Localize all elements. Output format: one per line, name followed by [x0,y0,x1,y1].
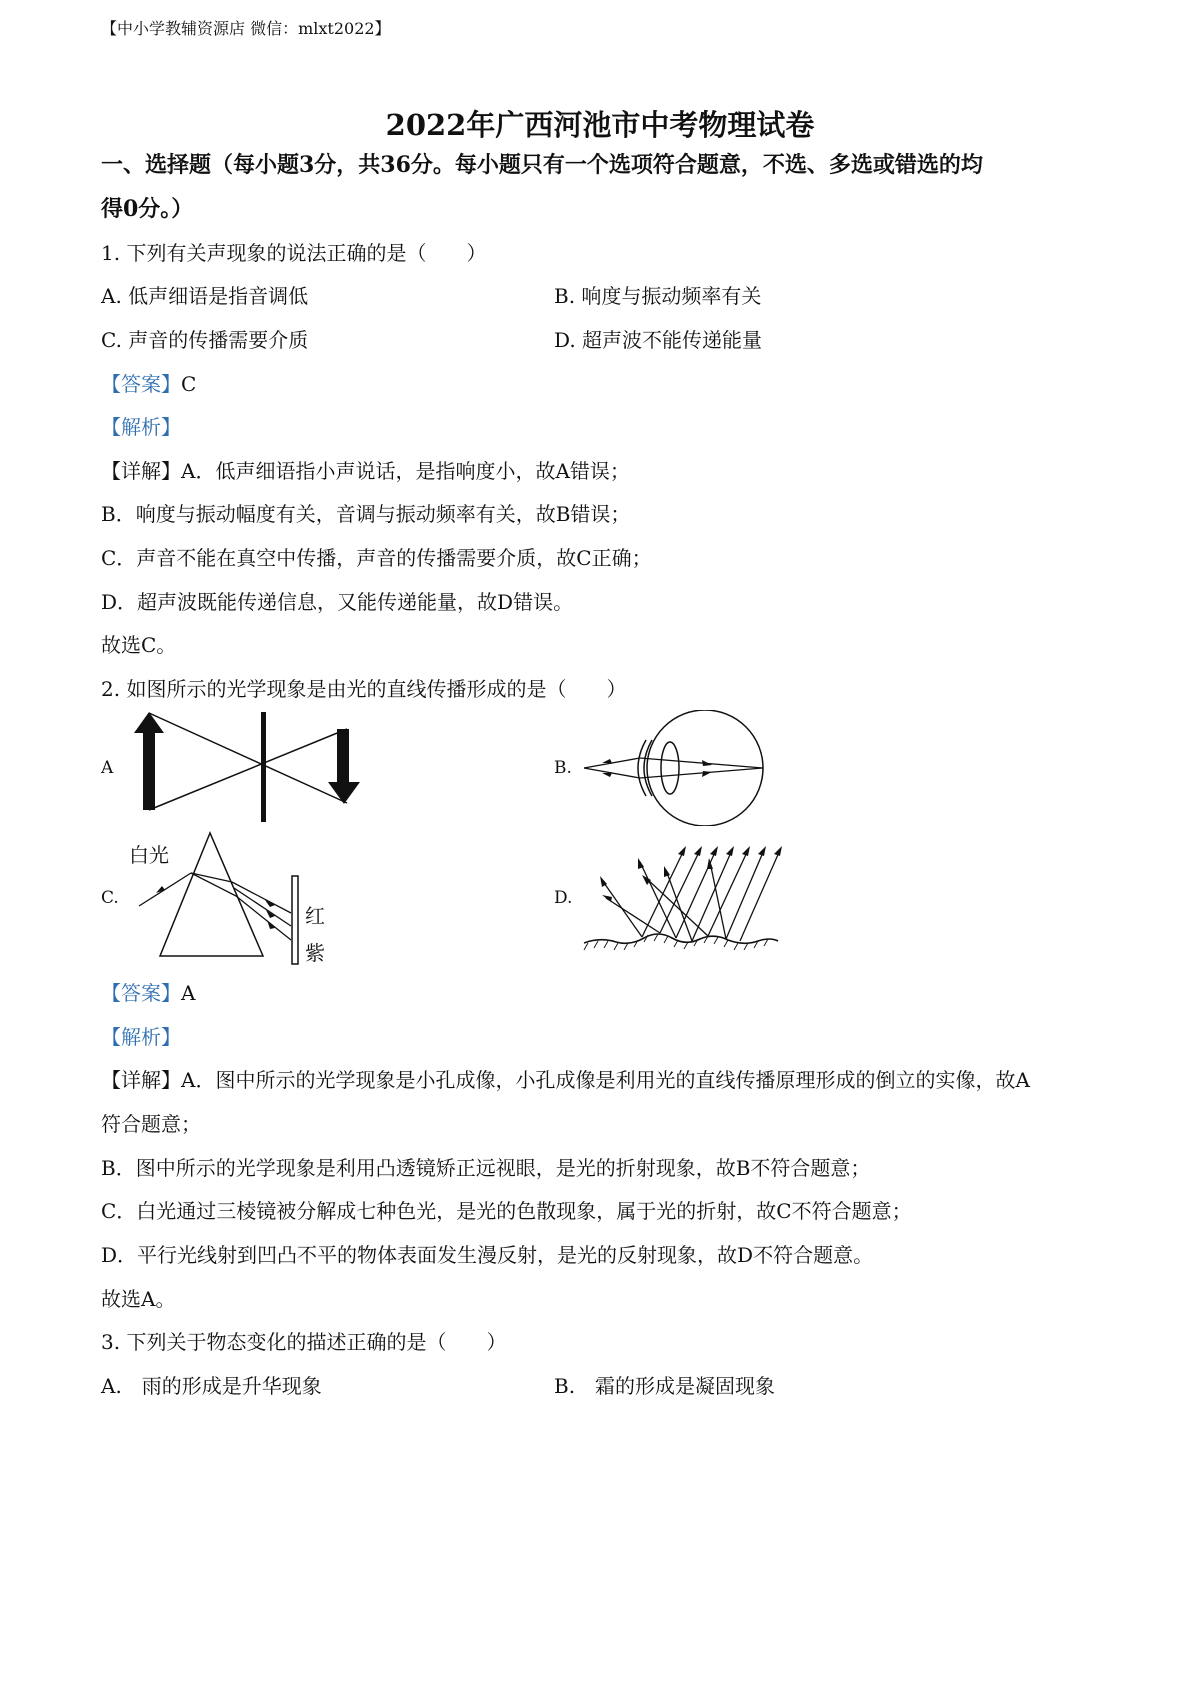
q2-figure-b-eye [580,710,770,826]
image-arrow-icon [328,729,360,804]
q3-option-a: A. 雨的形成是升华现象 [101,1374,322,1398]
q3-option-b: B. 霜的形成是凝固现象 [554,1374,776,1398]
q2-answer-tag: 【答案】 [101,981,181,1005]
rough-surface-icon [584,934,778,943]
q1-option-b: B. 响度与振动频率有关 [554,284,762,308]
eye-lens-icon [661,742,679,794]
q1-answer-line [101,372,196,396]
q2-conclusion: 故选A。 [101,1287,176,1311]
q3-stem: 3. 下列关于物态变化的描述正确的是（ ） [101,1330,507,1354]
q1-option-a: A. 低声细语是指音调低 [101,284,309,308]
section-heading-line2: 得0分。） [101,196,194,222]
q2-figure-c-letter: C. [101,888,119,908]
q2-analysis-tag: 【解析】 [101,1025,181,1049]
purple-label: 紫 [305,941,325,965]
q2-detail-2: 符合题意； [101,1112,201,1136]
light-screen-icon [292,876,298,964]
q2-figure-d-letter: D. [554,888,573,908]
q2-figure-b-letter: B. [554,758,572,778]
q1-answer-tag: 【答案】 [101,372,181,396]
q1-detail-1: 【详解】A．低声细语指小声说话，是指响度小，故A错误； [101,459,630,483]
q1-detail-4: D．超声波既能传递信息，又能传递能量，故D错误。 [101,590,574,614]
white-light-label: 白光 [129,843,169,867]
q2-detail-1: 【详解】A．图中所示的光学现象是小孔成像，小孔成像是利用光的直线传播原理形成的倒立的实像，故A [101,1068,1030,1092]
q2-answer-line [101,981,195,1005]
eyeball-icon [647,710,763,826]
q2-figure-c-prism [125,830,335,968]
q1-detail-3: C．声音不能在真空中传播，声音的传播需要介质，故C正确； [101,546,652,570]
q2-detail-4: C．白光通过三棱镜被分解成七种色光，是光的色散现象，属于光的折射，故C不符合题意； [101,1199,912,1223]
q1-option-c: C. 声音的传播需要介质 [101,328,309,352]
q2-answer: A [181,981,196,1005]
page-title: 2022年广西河池市中考物理试卷 [385,108,815,142]
q1-stem: 1. 下列有关声现象的说法正确的是（ ） [101,241,487,265]
q1-analysis-tag: 【解析】 [101,415,181,439]
q2-figure-a-letter: A [101,758,114,778]
q2-figure-a-pinhole [125,712,370,824]
q2-detail-3: B．图中所示的光学现象是利用凸透镜矫正远视眼，是光的折射现象，故B不符合题意； [101,1156,871,1180]
red-label: 红 [305,904,325,928]
q1-conclusion: 故选C。 [101,633,177,657]
q2-figure-d-diffuse-reflection [580,842,785,958]
q1-answer: C [181,372,197,396]
q1-option-d: D. 超声波不能传递能量 [554,328,763,352]
pinhole-screen-icon [261,712,266,822]
q2-detail-5: D．平行光线射到凹凸不平的物体表面发生漫反射，是光的反射现象，故D不符合题意。 [101,1243,874,1267]
q1-detail-2: B．响度与振动幅度有关，音调与振动频率有关，故B错误； [101,502,631,526]
prism-icon [160,833,263,956]
section-heading-line1: 一、选择题（每小题3分，共36分。每小题只有一个选项符合题意，不选、多选或错选的均 [101,152,983,178]
object-arrow-icon [134,712,164,810]
q2-stem: 2. 如图所示的光学现象是由光的直线传播形成的是（ ） [101,677,627,701]
page-header: 【中小学教辅资源店 微信：mlxt2022】 [101,19,391,38]
